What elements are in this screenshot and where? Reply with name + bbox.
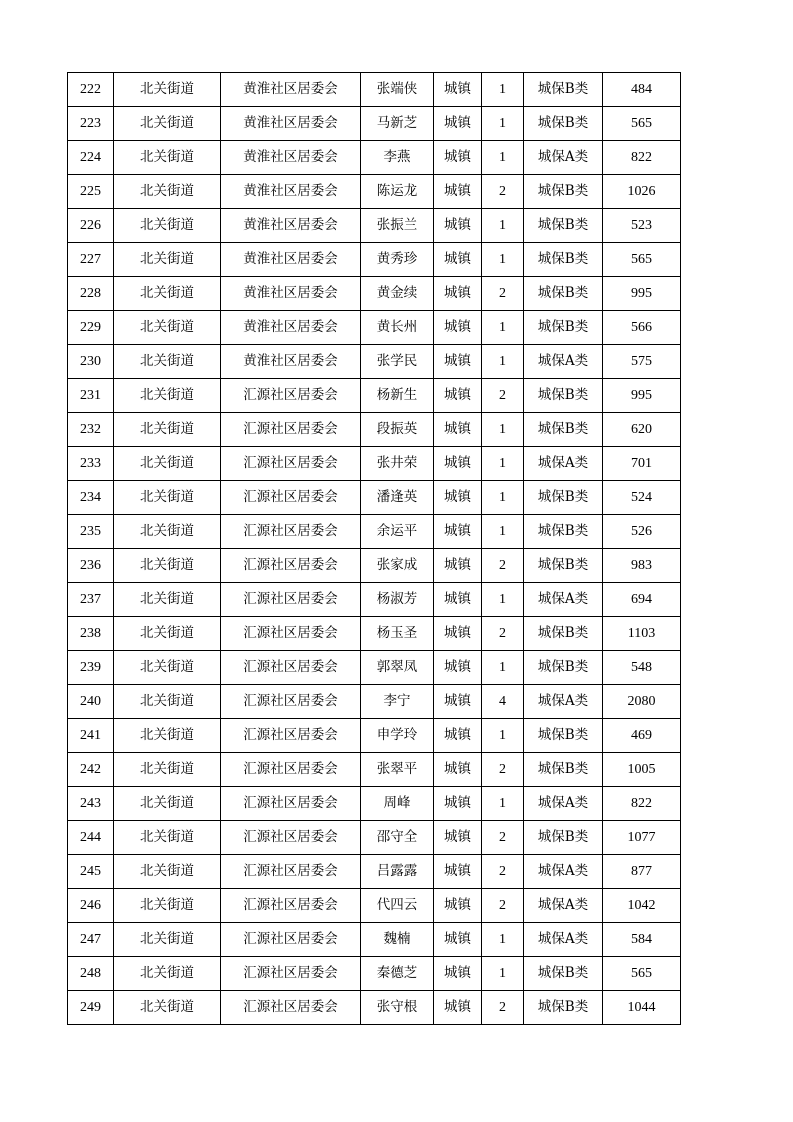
name-cell: 代四云 xyxy=(361,889,434,923)
subdistrict-cell: 北关街道 xyxy=(114,821,221,855)
subdistrict-cell: 北关街道 xyxy=(114,175,221,209)
household-size-cell: 2 xyxy=(482,991,524,1025)
community-cell: 汇源社区居委会 xyxy=(221,651,361,685)
community-cell: 汇源社区居委会 xyxy=(221,821,361,855)
serial-number-cell: 242 xyxy=(68,753,114,787)
amount-cell: 995 xyxy=(603,277,681,311)
name-cell: 李燕 xyxy=(361,141,434,175)
community-cell: 汇源社区居委会 xyxy=(221,515,361,549)
household-size-cell: 2 xyxy=(482,277,524,311)
table-row xyxy=(68,413,681,447)
subdistrict-cell: 北关街道 xyxy=(114,923,221,957)
table-row xyxy=(68,311,681,345)
category-cell: 城保A类 xyxy=(524,787,603,821)
category-cell: 城保A类 xyxy=(524,345,603,379)
serial-number-cell: 245 xyxy=(68,855,114,889)
name-cell: 申学玲 xyxy=(361,719,434,753)
table-row xyxy=(68,787,681,821)
community-cell: 汇源社区居委会 xyxy=(221,719,361,753)
subdistrict-cell: 北关街道 xyxy=(114,685,221,719)
table-row xyxy=(68,243,681,277)
amount-cell: 1042 xyxy=(603,889,681,923)
household-size-cell: 1 xyxy=(482,141,524,175)
category-cell: 城保A类 xyxy=(524,889,603,923)
category-cell: 城保B类 xyxy=(524,107,603,141)
household-size-cell: 2 xyxy=(482,617,524,651)
area-type-cell: 城镇 xyxy=(434,209,482,243)
subdistrict-cell: 北关街道 xyxy=(114,481,221,515)
amount-cell: 2080 xyxy=(603,685,681,719)
community-cell: 黄淮社区居委会 xyxy=(221,311,361,345)
name-cell: 潘逢英 xyxy=(361,481,434,515)
community-cell: 黄淮社区居委会 xyxy=(221,277,361,311)
serial-number-cell: 246 xyxy=(68,889,114,923)
category-cell: 城保B类 xyxy=(524,957,603,991)
subdistrict-cell: 北关街道 xyxy=(114,957,221,991)
subdistrict-cell: 北关街道 xyxy=(114,583,221,617)
area-type-cell: 城镇 xyxy=(434,447,482,481)
name-cell: 张井荣 xyxy=(361,447,434,481)
category-cell: 城保B类 xyxy=(524,175,603,209)
table-row xyxy=(68,107,681,141)
community-cell: 汇源社区居委会 xyxy=(221,753,361,787)
name-cell: 张翠平 xyxy=(361,753,434,787)
category-cell: 城保A类 xyxy=(524,583,603,617)
area-type-cell: 城镇 xyxy=(434,923,482,957)
subdistrict-cell: 北关街道 xyxy=(114,447,221,481)
household-size-cell: 1 xyxy=(482,957,524,991)
amount-cell: 565 xyxy=(603,243,681,277)
area-type-cell: 城镇 xyxy=(434,991,482,1025)
subdistrict-cell: 北关街道 xyxy=(114,889,221,923)
community-cell: 汇源社区居委会 xyxy=(221,379,361,413)
community-cell: 汇源社区居委会 xyxy=(221,991,361,1025)
area-type-cell: 城镇 xyxy=(434,549,482,583)
area-type-cell: 城镇 xyxy=(434,821,482,855)
subdistrict-cell: 北关街道 xyxy=(114,991,221,1025)
category-cell: 城保B类 xyxy=(524,481,603,515)
category-cell: 城保B类 xyxy=(524,73,603,107)
category-cell: 城保B类 xyxy=(524,753,603,787)
subdistrict-cell: 北关街道 xyxy=(114,141,221,175)
serial-number-cell: 240 xyxy=(68,685,114,719)
name-cell: 周峰 xyxy=(361,787,434,821)
household-size-cell: 1 xyxy=(482,413,524,447)
category-cell: 城保A类 xyxy=(524,923,603,957)
area-type-cell: 城镇 xyxy=(434,583,482,617)
household-size-cell: 1 xyxy=(482,515,524,549)
community-cell: 黄淮社区居委会 xyxy=(221,107,361,141)
amount-cell: 565 xyxy=(603,107,681,141)
table-row xyxy=(68,515,681,549)
amount-cell: 524 xyxy=(603,481,681,515)
community-cell: 黄淮社区居委会 xyxy=(221,73,361,107)
serial-number-cell: 244 xyxy=(68,821,114,855)
amount-cell: 523 xyxy=(603,209,681,243)
serial-number-cell: 238 xyxy=(68,617,114,651)
name-cell: 吕露露 xyxy=(361,855,434,889)
community-cell: 汇源社区居委会 xyxy=(221,923,361,957)
subdistrict-cell: 北关街道 xyxy=(114,413,221,447)
amount-cell: 694 xyxy=(603,583,681,617)
community-cell: 黄淮社区居委会 xyxy=(221,243,361,277)
subdistrict-cell: 北关街道 xyxy=(114,243,221,277)
amount-cell: 983 xyxy=(603,549,681,583)
category-cell: 城保B类 xyxy=(524,243,603,277)
table-row xyxy=(68,209,681,243)
serial-number-cell: 231 xyxy=(68,379,114,413)
category-cell: 城保B类 xyxy=(524,821,603,855)
community-cell: 汇源社区居委会 xyxy=(221,447,361,481)
amount-cell: 526 xyxy=(603,515,681,549)
subdistrict-cell: 北关街道 xyxy=(114,73,221,107)
serial-number-cell: 235 xyxy=(68,515,114,549)
serial-number-cell: 228 xyxy=(68,277,114,311)
name-cell: 余运平 xyxy=(361,515,434,549)
name-cell: 杨淑芳 xyxy=(361,583,434,617)
table-row xyxy=(68,991,681,1025)
table-row xyxy=(68,753,681,787)
serial-number-cell: 225 xyxy=(68,175,114,209)
table-row xyxy=(68,141,681,175)
amount-cell: 822 xyxy=(603,141,681,175)
household-size-cell: 1 xyxy=(482,447,524,481)
area-type-cell: 城镇 xyxy=(434,413,482,447)
category-cell: 城保B类 xyxy=(524,277,603,311)
area-type-cell: 城镇 xyxy=(434,651,482,685)
amount-cell: 822 xyxy=(603,787,681,821)
table-row xyxy=(68,821,681,855)
household-size-cell: 2 xyxy=(482,753,524,787)
area-type-cell: 城镇 xyxy=(434,311,482,345)
amount-cell: 469 xyxy=(603,719,681,753)
subdistrict-cell: 北关街道 xyxy=(114,787,221,821)
household-size-cell: 1 xyxy=(482,243,524,277)
table-row xyxy=(68,175,681,209)
area-type-cell: 城镇 xyxy=(434,787,482,821)
category-cell: 城保B类 xyxy=(524,515,603,549)
category-cell: 城保B类 xyxy=(524,413,603,447)
area-type-cell: 城镇 xyxy=(434,515,482,549)
household-size-cell: 2 xyxy=(482,175,524,209)
name-cell: 郭翠凤 xyxy=(361,651,434,685)
category-cell: 城保A类 xyxy=(524,855,603,889)
community-cell: 汇源社区居委会 xyxy=(221,787,361,821)
category-cell: 城保A类 xyxy=(524,141,603,175)
table-row xyxy=(68,855,681,889)
serial-number-cell: 227 xyxy=(68,243,114,277)
serial-number-cell: 222 xyxy=(68,73,114,107)
area-type-cell: 城镇 xyxy=(434,345,482,379)
category-cell: 城保B类 xyxy=(524,719,603,753)
table-row xyxy=(68,481,681,515)
serial-number-cell: 232 xyxy=(68,413,114,447)
subdistrict-cell: 北关街道 xyxy=(114,107,221,141)
table-row xyxy=(68,345,681,379)
household-size-cell: 1 xyxy=(482,787,524,821)
household-size-cell: 1 xyxy=(482,345,524,379)
name-cell: 黄金续 xyxy=(361,277,434,311)
name-cell: 张端侠 xyxy=(361,73,434,107)
category-cell: 城保B类 xyxy=(524,379,603,413)
area-type-cell: 城镇 xyxy=(434,685,482,719)
community-cell: 汇源社区居委会 xyxy=(221,957,361,991)
assistance-roster-table xyxy=(67,72,681,1025)
serial-number-cell: 247 xyxy=(68,923,114,957)
amount-cell: 995 xyxy=(603,379,681,413)
household-size-cell: 2 xyxy=(482,821,524,855)
name-cell: 张守根 xyxy=(361,991,434,1025)
amount-cell: 1026 xyxy=(603,175,681,209)
area-type-cell: 城镇 xyxy=(434,481,482,515)
table-row xyxy=(68,583,681,617)
community-cell: 汇源社区居委会 xyxy=(221,583,361,617)
subdistrict-cell: 北关街道 xyxy=(114,855,221,889)
amount-cell: 1077 xyxy=(603,821,681,855)
community-cell: 汇源社区居委会 xyxy=(221,617,361,651)
category-cell: 城保B类 xyxy=(524,651,603,685)
category-cell: 城保B类 xyxy=(524,617,603,651)
community-cell: 汇源社区居委会 xyxy=(221,855,361,889)
serial-number-cell: 233 xyxy=(68,447,114,481)
subdistrict-cell: 北关街道 xyxy=(114,549,221,583)
amount-cell: 548 xyxy=(603,651,681,685)
table-row xyxy=(68,73,681,107)
serial-number-cell: 248 xyxy=(68,957,114,991)
amount-cell: 565 xyxy=(603,957,681,991)
category-cell: 城保A类 xyxy=(524,447,603,481)
household-size-cell: 2 xyxy=(482,379,524,413)
name-cell: 黄长州 xyxy=(361,311,434,345)
area-type-cell: 城镇 xyxy=(434,617,482,651)
category-cell: 城保A类 xyxy=(524,685,603,719)
serial-number-cell: 226 xyxy=(68,209,114,243)
community-cell: 黄淮社区居委会 xyxy=(221,209,361,243)
table-row xyxy=(68,617,681,651)
name-cell: 张家成 xyxy=(361,549,434,583)
table-row xyxy=(68,277,681,311)
amount-cell: 484 xyxy=(603,73,681,107)
subdistrict-cell: 北关街道 xyxy=(114,617,221,651)
household-size-cell: 4 xyxy=(482,685,524,719)
name-cell: 段振英 xyxy=(361,413,434,447)
area-type-cell: 城镇 xyxy=(434,957,482,991)
amount-cell: 620 xyxy=(603,413,681,447)
serial-number-cell: 236 xyxy=(68,549,114,583)
household-size-cell: 2 xyxy=(482,889,524,923)
name-cell: 马新芝 xyxy=(361,107,434,141)
serial-number-cell: 234 xyxy=(68,481,114,515)
table-row xyxy=(68,379,681,413)
household-size-cell: 1 xyxy=(482,209,524,243)
community-cell: 汇源社区居委会 xyxy=(221,685,361,719)
area-type-cell: 城镇 xyxy=(434,175,482,209)
amount-cell: 566 xyxy=(603,311,681,345)
amount-cell: 701 xyxy=(603,447,681,481)
category-cell: 城保B类 xyxy=(524,549,603,583)
name-cell: 邵守全 xyxy=(361,821,434,855)
household-size-cell: 1 xyxy=(482,481,524,515)
amount-cell: 584 xyxy=(603,923,681,957)
community-cell: 汇源社区居委会 xyxy=(221,549,361,583)
amount-cell: 1103 xyxy=(603,617,681,651)
subdistrict-cell: 北关街道 xyxy=(114,379,221,413)
name-cell: 李宁 xyxy=(361,685,434,719)
serial-number-cell: 229 xyxy=(68,311,114,345)
area-type-cell: 城镇 xyxy=(434,243,482,277)
name-cell: 黄秀珍 xyxy=(361,243,434,277)
serial-number-cell: 224 xyxy=(68,141,114,175)
category-cell: 城保B类 xyxy=(524,209,603,243)
table-row xyxy=(68,719,681,753)
category-cell: 城保B类 xyxy=(524,991,603,1025)
household-size-cell: 1 xyxy=(482,651,524,685)
subdistrict-cell: 北关街道 xyxy=(114,209,221,243)
household-size-cell: 1 xyxy=(482,73,524,107)
serial-number-cell: 230 xyxy=(68,345,114,379)
name-cell: 杨玉圣 xyxy=(361,617,434,651)
area-type-cell: 城镇 xyxy=(434,277,482,311)
area-type-cell: 城镇 xyxy=(434,73,482,107)
serial-number-cell: 241 xyxy=(68,719,114,753)
subdistrict-cell: 北关街道 xyxy=(114,311,221,345)
area-type-cell: 城镇 xyxy=(434,719,482,753)
area-type-cell: 城镇 xyxy=(434,107,482,141)
subdistrict-cell: 北关街道 xyxy=(114,753,221,787)
household-size-cell: 1 xyxy=(482,923,524,957)
table-row xyxy=(68,889,681,923)
category-cell: 城保B类 xyxy=(524,311,603,345)
household-size-cell: 1 xyxy=(482,107,524,141)
household-size-cell: 1 xyxy=(482,311,524,345)
subdistrict-cell: 北关街道 xyxy=(114,345,221,379)
name-cell: 张振兰 xyxy=(361,209,434,243)
table-row xyxy=(68,549,681,583)
amount-cell: 877 xyxy=(603,855,681,889)
amount-cell: 575 xyxy=(603,345,681,379)
community-cell: 黄淮社区居委会 xyxy=(221,175,361,209)
household-size-cell: 1 xyxy=(482,583,524,617)
community-cell: 黄淮社区居委会 xyxy=(221,345,361,379)
community-cell: 汇源社区居委会 xyxy=(221,413,361,447)
household-size-cell: 2 xyxy=(482,549,524,583)
serial-number-cell: 249 xyxy=(68,991,114,1025)
table-row xyxy=(68,923,681,957)
community-cell: 汇源社区居委会 xyxy=(221,481,361,515)
area-type-cell: 城镇 xyxy=(434,379,482,413)
community-cell: 黄淮社区居委会 xyxy=(221,141,361,175)
table-body xyxy=(68,73,681,1025)
subdistrict-cell: 北关街道 xyxy=(114,719,221,753)
serial-number-cell: 243 xyxy=(68,787,114,821)
name-cell: 杨新生 xyxy=(361,379,434,413)
serial-number-cell: 223 xyxy=(68,107,114,141)
table-row xyxy=(68,447,681,481)
subdistrict-cell: 北关街道 xyxy=(114,651,221,685)
serial-number-cell: 239 xyxy=(68,651,114,685)
amount-cell: 1005 xyxy=(603,753,681,787)
name-cell: 秦德芝 xyxy=(361,957,434,991)
amount-cell: 1044 xyxy=(603,991,681,1025)
name-cell: 陈运龙 xyxy=(361,175,434,209)
subdistrict-cell: 北关街道 xyxy=(114,515,221,549)
serial-number-cell: 237 xyxy=(68,583,114,617)
subdistrict-cell: 北关街道 xyxy=(114,277,221,311)
household-size-cell: 1 xyxy=(482,719,524,753)
name-cell: 魏楠 xyxy=(361,923,434,957)
table-row xyxy=(68,685,681,719)
community-cell: 汇源社区居委会 xyxy=(221,889,361,923)
table-row xyxy=(68,651,681,685)
area-type-cell: 城镇 xyxy=(434,753,482,787)
area-type-cell: 城镇 xyxy=(434,141,482,175)
table-row xyxy=(68,957,681,991)
household-size-cell: 2 xyxy=(482,855,524,889)
area-type-cell: 城镇 xyxy=(434,889,482,923)
name-cell: 张学民 xyxy=(361,345,434,379)
area-type-cell: 城镇 xyxy=(434,855,482,889)
